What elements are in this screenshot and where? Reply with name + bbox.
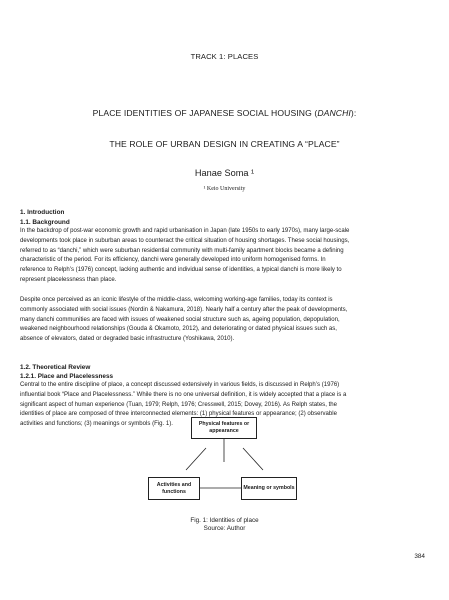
para-line: Central to the entire discipline of place, a concept discussed extensively in various fields, is discussed in Relph’s (1976) (20, 382, 340, 388)
section-heading-theoretical-review: 1.2. Theoretical Review (20, 364, 91, 371)
connector-right (243, 448, 263, 470)
figure-caption: Fig. 1: Identities of place (190, 517, 259, 524)
track-header: TRACK 1: PLACES (190, 52, 259, 61)
title-suffix: ): (350, 108, 357, 118)
para-line: activities and functions; (3) meanings or symbols (Fig. 1). (20, 421, 173, 427)
para-line: commonly associated with social issues (Nordin & Nakamura, 2018). Nearly half a century after the peak of developments, (20, 306, 348, 313)
box-meaning-symbols: Meaning or symbols (241, 477, 297, 500)
box-physical-features: Physical features or appearance (191, 417, 257, 439)
title-prefix: PLACE IDENTITIES OF JAPANESE SOCIAL HOUSING ( (92, 108, 318, 118)
para-line: influential book “Place and Placelessness.” While there is no one universal definition, it is widely accepted that a place is a (20, 391, 347, 398)
section-heading-introduction: 1. Introduction (20, 209, 65, 216)
para-line: identities of place are composed of three interconnected elements: (1) physical features or appearance; (2) observable (20, 411, 337, 418)
para-line: weakened neighbourhood relationships (Gouda & Okamoto, 2012), and deteriorating or dated physical issues such as, (20, 326, 337, 333)
para-line: represent placelessness than place. (20, 276, 117, 283)
connector-left (186, 448, 206, 470)
para-line: significant aspect of human experience (Tuan, 1979; Relph, 1976; Cresswell, 2015; Dovey, 2016). As Relph states, the (20, 401, 337, 408)
para-line: reference to Relph’s (1976) concept, lacking authentic and individual sense of identities, a typical danchi is more likely to (20, 267, 342, 273)
author-affiliation: ¹ Keio University (203, 186, 246, 192)
figure-source: Source: Author (203, 525, 246, 532)
para-line: characteristic of the period. For its efficiency, danchi were generally developed into uniform homogenised forms. In (20, 257, 326, 264)
paper-title-line2: THE ROLE OF URBAN DESIGN IN CREATING A “PLACE” (109, 139, 340, 149)
para-line: developments took place in suburban areas to counteract the critical situation of housing shortages. These social housings, (20, 237, 350, 244)
para-line: In the backdrop of post-war economic growth and rapid urbanisation in Japan (late 1950s to early 1970s), many large-scale (20, 228, 350, 234)
para-line: absence of elevators, dated or degraded basic infrastructure (Yoshikawa, 2010). (20, 336, 235, 342)
author-name: Hanae Soma ¹ (194, 168, 255, 178)
para-line: many danchi communities are faced with issues of weakened social structure such as, ageing population, depopulation, (20, 316, 340, 323)
para-line: referred to as “danchi,” which were suburban residential community with multi-family apartment blocks became a defining (20, 247, 344, 254)
page-number: 384 (414, 553, 425, 560)
section-heading-background: 1.1. Background (20, 219, 70, 226)
para-line: Despite once perceived as an iconic lifestyle of the middle-class, welcoming working-age families, today its context is (20, 297, 333, 303)
box-activities-functions: Activities and functions (148, 477, 200, 500)
section-heading-place-placelessness: 1.2.1. Place and Placelessness (20, 373, 114, 380)
title-italic: DANCHI (317, 108, 351, 118)
